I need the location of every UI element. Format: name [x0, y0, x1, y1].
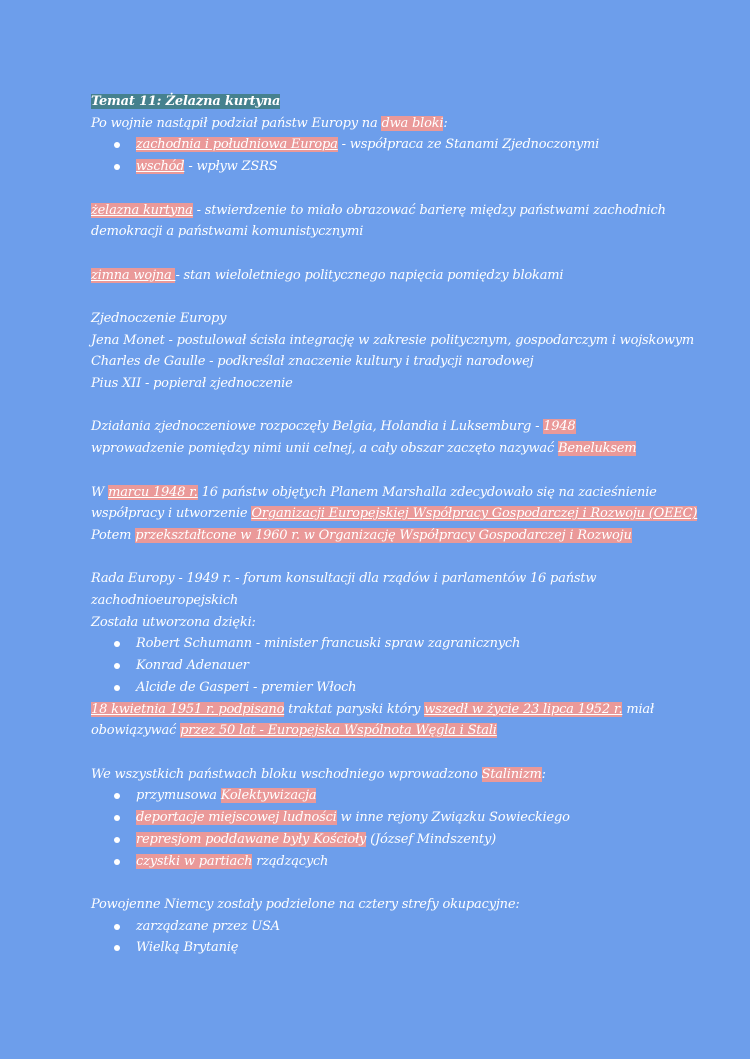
spacer — [91, 178, 691, 200]
list-item — [91, 851, 691, 873]
founders-list — [91, 633, 691, 698]
list-item: zarządzane przez USA — [91, 916, 691, 938]
text: - stwierdzenie to miało obrazować barierę między państwami zachodnich — [192, 202, 666, 218]
list-item: Alcide de Gasperi - premier Włoch — [91, 677, 691, 699]
text: W — [91, 484, 109, 500]
occupation-list — [91, 916, 691, 959]
highlight: Stalinizm — [481, 766, 542, 782]
section-heading: Zjednoczenie Europy — [91, 310, 227, 326]
oecd-line — [91, 525, 691, 547]
highlight: 1948 — [543, 419, 576, 435]
list-item — [91, 829, 691, 851]
text-line: Charles de Gaulle - podkreślał znaczenie kultury i tradycji narodowej — [91, 354, 534, 370]
text: Po wojnie nastąpił podział państw Europy na — [91, 115, 382, 131]
text: (József Mindszenty) — [366, 831, 496, 847]
text-line: Jena Monet - postulował ścisła integrację w zakresie politycznym, gospodarczym i wojskowym — [91, 332, 695, 348]
oeec-line-cont — [91, 503, 698, 525]
treaty-line — [91, 699, 691, 721]
benelux-line — [91, 416, 691, 438]
spacer — [91, 243, 691, 265]
list-item: Robert Schumann - minister francuski spraw zagranicznych — [91, 633, 691, 655]
blocks-list — [91, 134, 691, 177]
text: - współpraca ze Stanami Zjednoczonymi — [337, 137, 600, 153]
text: Potem — [91, 527, 136, 543]
spacer — [91, 395, 691, 417]
highlight: wschód — [136, 159, 185, 175]
text-line: zachodnioeuropejskich — [91, 593, 239, 609]
text: współpracy i utworzenie — [91, 506, 252, 522]
text: - wpływ ZSRS — [184, 159, 278, 175]
spacer — [91, 547, 691, 569]
cold-war-def — [91, 265, 691, 287]
text: wprowadzenie pomiędzy nimi unii celnej, a cały obszar zaczęto nazywać — [91, 441, 558, 457]
text: : — [541, 766, 546, 782]
text: przymusowa — [136, 788, 221, 804]
text-line: Została utworzona dzięki: — [91, 614, 256, 630]
highlight: 18 kwietnia 1951 r. podpisano — [91, 701, 285, 717]
list-item — [91, 807, 691, 829]
page-title: Temat 11: Żelazna kurtyna — [91, 94, 281, 109]
spacer — [91, 286, 691, 308]
blocks-intro — [91, 113, 691, 135]
list-item: Wielką Brytanię — [91, 937, 691, 959]
list-item — [91, 156, 691, 178]
treaty-line-cont — [91, 720, 691, 742]
spacer — [91, 742, 691, 764]
text: - stan wieloletniego politycznego napięcia pomiędzy blokami — [175, 267, 564, 283]
highlight: Organizacji Europejskiej Współpracy Gospodarczej i Rozwoju (OEEC) — [251, 506, 698, 522]
text-line: Powojenne Niemcy zostały podzielone na cztery strefy okupacyjne: — [91, 896, 520, 912]
highlight: marcu 1948 r. — [108, 484, 198, 500]
iron-curtain-def — [91, 200, 691, 222]
highlight: Beneluksem — [557, 441, 637, 457]
title-line — [91, 91, 691, 113]
highlight: zimna wojna — [91, 267, 176, 283]
stalinism-list — [91, 785, 691, 872]
highlight: deportacje miejscowej ludności — [136, 810, 337, 826]
text-line: Rada Europy - 1949 r. - forum konsultacji dla rządów i parlamentów 16 państw — [91, 571, 597, 587]
text: Działania zjednoczeniowe rozpoczęły Belgia, Holandia i Luksemburg - — [91, 419, 544, 435]
highlight: represjom poddawane były Kościoły — [136, 831, 367, 847]
list-item: Konrad Adenauer — [91, 655, 691, 677]
highlight: czystki w partiach — [136, 853, 253, 869]
text: miał — [622, 701, 654, 717]
highlight: przekształtcone w 1960 r. w Organizację Współpracy Gospodarczej i Rozwoju — [135, 527, 632, 543]
iron-curtain-def-cont: demokracji a państwami komunistycznymi — [91, 224, 364, 240]
text: traktat paryski który — [284, 701, 425, 717]
highlight: żelazna kurtyna — [91, 202, 193, 218]
text: w inne rejony Związku Sowieckiego — [336, 810, 570, 826]
oeec-line — [91, 482, 691, 504]
list-item — [91, 785, 691, 807]
text: obowiązywać — [91, 723, 181, 739]
highlight: dwa bloki — [381, 115, 444, 131]
list-item — [91, 134, 691, 156]
highlight: Kolektywizacja — [220, 788, 317, 804]
text: 16 państw objętych Planem Marshalla zdecydowało się na zacieśnienie — [197, 484, 657, 500]
highlight: przez 50 lat - Europejska Wspólnota Węgla i Stali — [180, 723, 497, 739]
highlight: zachodnia i południowa Europa — [136, 137, 338, 153]
benelux-line-cont — [91, 438, 691, 460]
highlight: wszedł w życie 23 lipca 1952 r. — [424, 701, 623, 717]
stalinism-line — [91, 764, 691, 786]
text: : — [443, 115, 448, 131]
text-line: Pius XII - popierał zjednoczenie — [91, 376, 293, 392]
spacer — [91, 460, 691, 482]
spacer — [91, 872, 691, 894]
text: rządzących — [252, 853, 329, 869]
text: We wszystkich państwach bloku wschodniego wprowadzono — [91, 766, 482, 782]
notes-content — [91, 91, 698, 959]
